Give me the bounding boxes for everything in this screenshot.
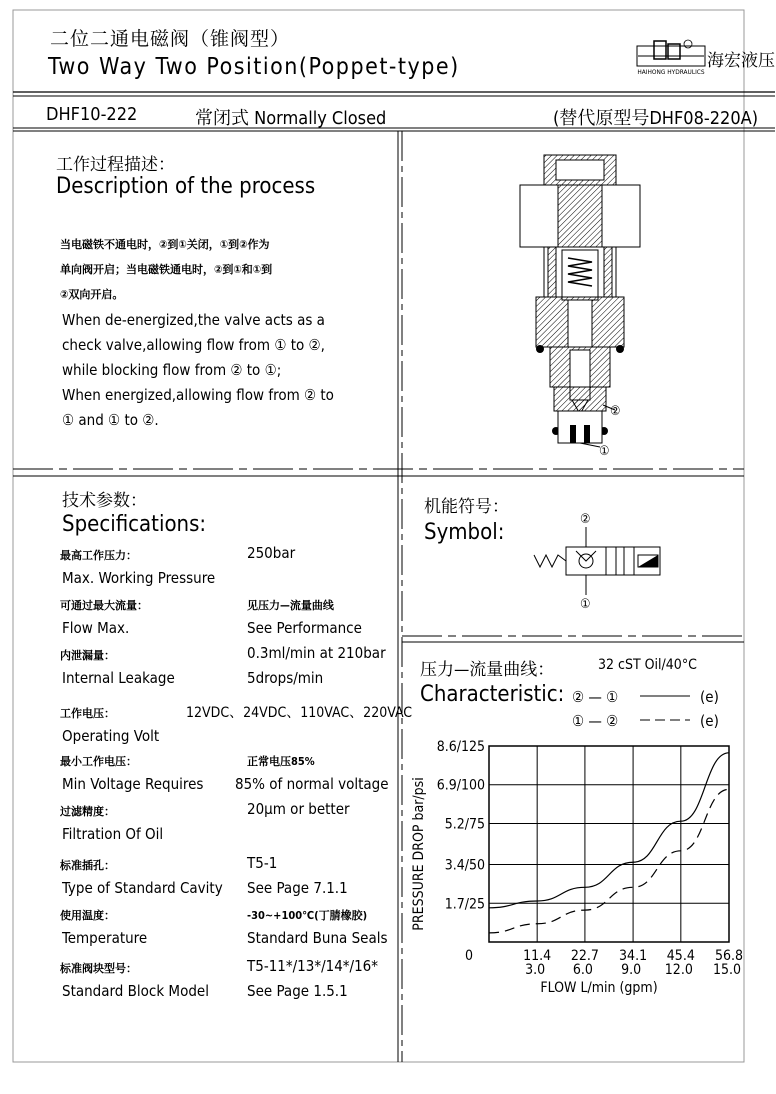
spec-label-cn: 最高工作压力： [60,549,137,562]
description-cn-line: ②双向开启。 [60,288,124,301]
spec-value-2: See Performance [247,619,362,637]
x-tick-label: 34.1 [619,948,648,964]
spec-label-cn: 标准阀块型号： [60,962,137,975]
series-line [489,753,729,908]
series-line [489,789,729,933]
description-en-line: When energized,allowing flow from ② to [62,386,334,404]
description-en-line: check valve,allowing flow from ① to ②, [62,336,325,354]
spec-value-2: See Page 1.5.1 [247,982,348,1000]
description-title-cn: 工作过程描述： [56,155,175,175]
characteristic-title-cn: 压力—流量曲线： [420,660,555,680]
spec-label-cn: 标准插孔： [60,859,115,872]
spec-label-en: Flow Max. [62,619,130,637]
x-tick-label-gpm: 3.0 [525,962,546,978]
spec-label-en: Min Voltage Requires [62,775,204,793]
y-tick-label: 3.4/50 [444,857,485,874]
spec-value: T5-11*/13*/14*/16* [247,957,378,975]
y-axis-label: PRESSURE DROP bar/psi [411,777,427,931]
legend-suffix-1: (e) [700,688,719,706]
spec-label-cn: 可通过最大流量： [60,599,148,612]
spec-value: -30~+100℃(丁腈橡胶) [247,909,368,922]
chart-legend [570,686,740,736]
spec-label-en: Type of Standard Cavity [62,879,223,897]
spec-value: 见压力—流量曲线 [247,599,334,612]
brand-en: HAIHONG HYDRAULICS [637,68,705,76]
hydraulic-symbol [530,505,690,615]
title-en: Two Way Two Position(Poppet-type) [48,54,460,80]
symbol-port-top: ② [580,512,591,527]
description-en-line: ① and ① to ②. [62,411,159,429]
port-1-label: ① [599,444,610,459]
model-code: DHF10-222 [46,104,138,125]
spec-label-en: Max. Working Pressure [62,569,216,587]
pressure-flow-chart [405,730,745,1020]
spec-value: T5-1 [247,854,278,872]
x-tick-label-gpm: 15.0 [712,962,742,978]
brand-cn: 海宏液压 [707,51,775,71]
spec-label-cn: 工作电压： [60,707,115,720]
spec-value-2: See Page 7.1.1 [247,879,348,897]
description-cn-line: 当电磁铁不通电时，②到①关闭，①到②作为 [60,238,270,251]
spec-value: 正常电压85% [247,755,315,768]
specs-title-cn: 技术参数： [62,491,147,511]
x-tick-label: 56.8 [714,948,744,964]
description-en-line: When de-energized,the valve acts as a [62,311,325,329]
spec-label-en: Operating Volt [62,727,160,745]
spec-label-cn: 使用温度： [60,909,115,922]
x-tick-label: 45.4 [666,948,695,964]
description-en-line: while blocking flow from ② to ①; [62,361,282,379]
model-type: 常闭式 Normally Closed [195,108,387,129]
x-tick-label-gpm: 6.0 [572,962,593,978]
model-replaces: (替代原型号DHF08-220A) [553,108,759,129]
valve-section-drawing [500,150,660,460]
spec-label-en: Temperature [62,929,148,947]
spec-value: 20μm or better [247,800,350,818]
spec-value: 250bar [247,544,296,562]
x-tick-label: 22.7 [570,948,599,964]
x-tick-label: 0 [464,948,474,964]
spec-value-2: 85% of normal voltage [235,775,389,793]
spec-value: 0.3ml/min at 210bar [247,644,386,662]
y-tick-label: 8.6/125 [436,739,485,755]
x-tick-label-gpm: 12.0 [664,962,693,978]
x-axis-label: FLOW L/min (gpm) [540,980,658,996]
description-cn-line: 单向阀开启；当电磁铁通电时，②到①和①到 [60,263,273,276]
symbol-title-cn: 机能符号： [424,497,509,517]
legend-label-2: ① — ② [572,712,619,730]
spec-label-cn: 最小工作电压： [60,755,137,768]
spec-label-en: Standard Block Model [62,982,209,1000]
port-2-label: ② [610,404,621,419]
title-cn: 二位二通电磁阀（锥阀型） [50,28,291,50]
y-tick-label: 6.9/100 [436,777,485,794]
spec-value: 12VDC、24VDC、110VAC、220VAC [186,705,413,721]
spec-value-2: Standard Buna Seals [247,929,388,947]
legend-label-1: ② — ① [572,688,619,706]
legend-suffix-2: (e) [700,712,719,730]
spec-label-en: Internal Leakage [62,669,175,687]
x-tick-label-gpm: 9.0 [621,962,642,978]
brand-logo [636,38,706,76]
y-tick-label: 5.2/75 [444,816,485,833]
specs-title-en: Specifications: [62,512,207,537]
description-title-en: Description of the process [56,174,316,199]
characteristic-title-en: Characteristic: [420,682,565,707]
x-tick-label: 11.4 [523,948,552,964]
characteristic-condition: 32 cST Oil/40°C [598,657,697,673]
y-tick-label: 1.7/25 [444,896,485,913]
spec-label-en: Filtration Of Oil [62,825,164,843]
spec-label-cn: 内泄漏量： [60,649,115,662]
spec-value-2: 5drops/min [247,669,324,687]
symbol-title-en: Symbol: [424,520,505,545]
symbol-port-bottom: ① [580,597,591,612]
spec-label-cn: 过滤精度： [60,805,115,818]
